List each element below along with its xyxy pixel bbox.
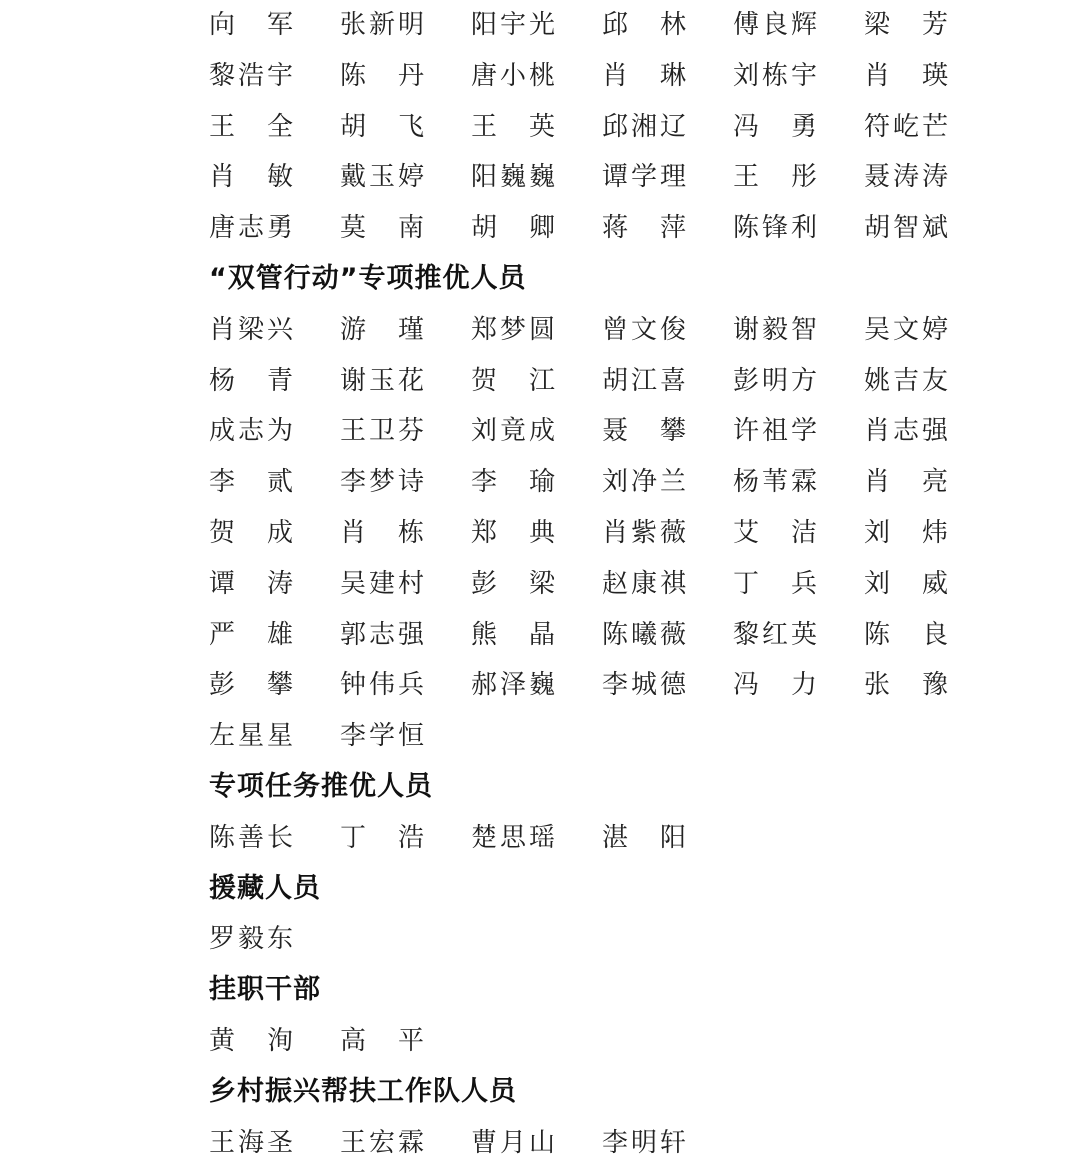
- person-name: 王 卫 芬: [340, 416, 424, 447]
- name-row: [209, 813, 1009, 863]
- person-name: 王 全: [209, 111, 293, 142]
- person-name: 唐 小 桃: [471, 60, 555, 91]
- person-name: 胡 卿: [471, 213, 555, 244]
- person-name: 郝 泽 巍: [471, 670, 555, 701]
- name-row: [209, 914, 1009, 964]
- person-name: 刘 威: [864, 568, 948, 599]
- person-name: 许 祖 学: [733, 416, 817, 447]
- person-name: 贺 成: [209, 518, 293, 548]
- person-name: 莫 南: [340, 213, 424, 244]
- person-name: 高 平: [340, 1026, 424, 1056]
- person-name: 杨 青: [209, 365, 293, 396]
- person-name: 杨 苇 霖: [733, 467, 817, 498]
- person-name: 李 城 德: [602, 670, 686, 701]
- person-name: 肖 瑛: [864, 60, 948, 91]
- person-name: 刘 竟 成: [471, 416, 555, 447]
- person-name: 胡 飞: [340, 111, 424, 142]
- person-name: 曾 文 俊: [602, 314, 686, 345]
- person-name: 郑 梦 圆: [471, 314, 555, 345]
- person-name: 谢 毅 智: [733, 314, 817, 345]
- person-name: 黎 浩 宇: [209, 60, 293, 91]
- person-name: 阳 巍 巍: [471, 162, 555, 193]
- person-name: 谢 玉 花: [340, 365, 424, 396]
- section-heading: “双管行动”专项推优人员: [209, 263, 527, 294]
- person-name: 丁 兵: [733, 568, 817, 599]
- name-row: [209, 610, 1009, 660]
- person-name: 郭 志 强: [340, 619, 424, 650]
- name-row: [209, 406, 1009, 456]
- person-name: 肖 琳: [602, 60, 686, 91]
- person-name: 彭 梁: [471, 568, 555, 599]
- person-name: 刘 净 兰: [602, 467, 686, 498]
- section-heading: 专项任务推优人员: [209, 771, 433, 802]
- person-name: 谭 学 理: [602, 162, 686, 193]
- person-name: 谭 涛: [209, 568, 293, 599]
- person-name: 钟 伟 兵: [340, 670, 424, 701]
- name-row: [209, 0, 1009, 50]
- name-row: [209, 51, 1009, 101]
- person-name: 楚 思 瑶: [471, 822, 555, 853]
- person-name: 彭 攀: [209, 670, 293, 701]
- person-name: 吴 建 村: [340, 568, 424, 599]
- person-name: 李 贰: [209, 467, 293, 498]
- person-name: 彭 明 方: [733, 365, 817, 396]
- section-heading: 乡村振兴帮扶工作队人员: [209, 1075, 517, 1107]
- person-name: 熊 晶: [471, 619, 555, 650]
- person-name: 贺 江: [471, 365, 555, 396]
- person-name: 曹 月 山: [471, 1127, 555, 1158]
- person-name: 肖 栋: [340, 518, 424, 548]
- person-name: 邱 湘 辽: [602, 111, 686, 142]
- person-name: 符 屹 芒: [864, 111, 948, 142]
- person-name: 胡 智 斌: [864, 213, 948, 244]
- person-name: 冯 力: [733, 670, 817, 701]
- person-name: 冯 勇: [733, 111, 817, 142]
- person-name: 陈 善 长: [209, 822, 293, 853]
- person-name: 向 军: [209, 10, 293, 40]
- person-name: 丁 浩: [340, 822, 424, 853]
- name-row: [209, 1016, 1009, 1066]
- person-name: 张 豫: [864, 670, 948, 701]
- person-name: 蒋 萍: [602, 213, 686, 244]
- person-name: 成 志 为: [209, 416, 293, 447]
- person-name: 陈 良: [864, 619, 948, 650]
- person-name: 邱 林: [602, 10, 686, 40]
- person-name: 肖 志 强: [864, 416, 948, 447]
- person-name: 王 海 圣: [209, 1127, 293, 1158]
- person-name: 陈 曦 薇: [602, 619, 686, 650]
- person-name: 罗 毅 东: [209, 924, 293, 955]
- name-row: [209, 152, 1009, 202]
- person-name: 肖 紫 薇: [602, 518, 686, 548]
- name-row: [209, 711, 1009, 761]
- person-name: 陈 丹: [340, 60, 424, 91]
- person-name: 阳 宇 光: [471, 10, 555, 40]
- person-name: 唐 志 勇: [209, 213, 293, 244]
- name-row: [209, 457, 1009, 507]
- person-name: 李 学 恒: [340, 721, 424, 752]
- person-name: 黎 红 英: [733, 619, 817, 650]
- person-name: 郑 典: [471, 518, 555, 548]
- person-name: 王 彤: [733, 162, 817, 193]
- person-name: 聂 攀: [602, 416, 686, 447]
- person-name: 李 梦 诗: [340, 467, 424, 498]
- person-name: 严 雄: [209, 619, 293, 650]
- person-name: 黄 洵: [209, 1026, 293, 1056]
- person-name: 王 英: [471, 111, 555, 142]
- person-name: 胡 江 喜: [602, 365, 686, 396]
- person-name: 刘 栋 宇: [733, 60, 817, 91]
- person-name: 聂 涛 涛: [864, 162, 948, 193]
- person-name: 姚 吉 友: [864, 365, 948, 396]
- name-row: [209, 305, 1009, 355]
- name-row: [209, 356, 1009, 406]
- person-name: 艾 洁: [733, 518, 817, 548]
- name-row: [209, 1118, 1009, 1168]
- person-name: 左 星 星: [209, 721, 293, 752]
- person-name: 李 明 轩: [602, 1127, 686, 1158]
- section-heading: 援藏人员: [209, 872, 321, 904]
- person-name: 肖 亮: [864, 467, 948, 498]
- person-name: 刘 炜: [864, 518, 948, 548]
- person-name: 肖 梁 兴: [209, 314, 293, 345]
- person-name: 李 瑜: [471, 467, 555, 498]
- person-name: 肖 敏: [209, 162, 293, 193]
- person-name: 游 瑾: [340, 314, 424, 345]
- person-name: 赵 康 祺: [602, 568, 686, 599]
- name-row: [209, 203, 1009, 253]
- person-name: 陈 锋 利: [733, 213, 817, 244]
- name-row: [209, 559, 1009, 609]
- person-name: 梁 芳: [864, 10, 948, 40]
- person-name: 张 新 明: [340, 10, 424, 40]
- person-name: 王 宏 霖: [340, 1127, 424, 1158]
- name-row: [209, 508, 1009, 558]
- person-name: 吴 文 婷: [864, 314, 948, 345]
- person-name: 傅 良 辉: [733, 10, 817, 40]
- person-name: 湛 阳: [602, 822, 686, 853]
- person-name: 戴 玉 婷: [340, 162, 424, 193]
- name-row: [209, 102, 1009, 152]
- section-heading: 挂职干部: [209, 974, 321, 1006]
- name-row: [209, 660, 1009, 710]
